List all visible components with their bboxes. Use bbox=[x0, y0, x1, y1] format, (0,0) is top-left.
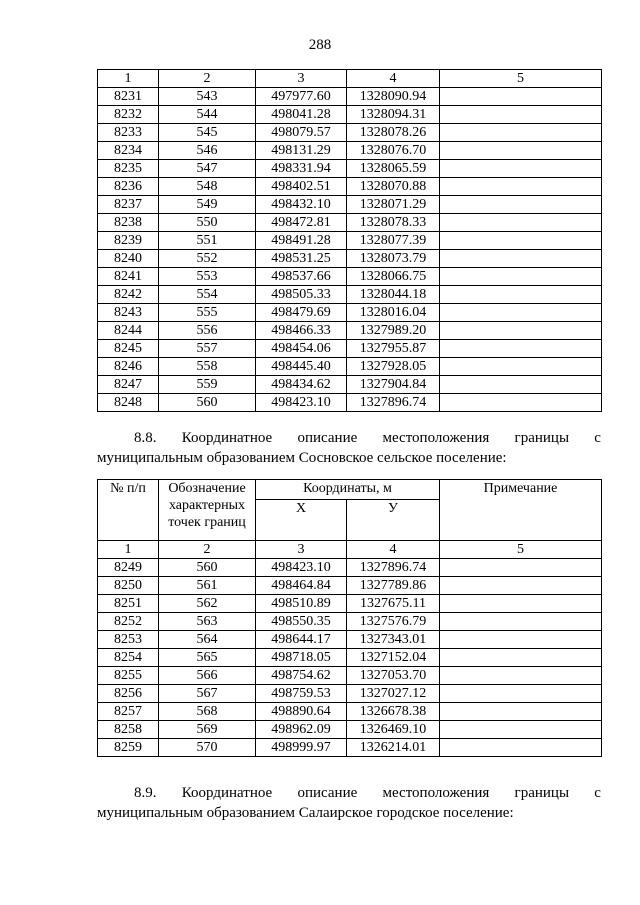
column-number: 3 bbox=[256, 541, 347, 559]
cell-point-number: 8232 bbox=[98, 106, 159, 124]
cell-y: 1328090.94 bbox=[347, 88, 440, 106]
cell-y: 1327576.79 bbox=[347, 613, 440, 631]
cell-boundary-point: 558 bbox=[159, 358, 256, 376]
cell-y: 1327152.04 bbox=[347, 649, 440, 667]
table-row bbox=[98, 685, 602, 703]
cell-note bbox=[440, 739, 602, 757]
cell-y: 1328076.70 bbox=[347, 142, 440, 160]
column-number: 1 bbox=[98, 541, 159, 559]
cell-note bbox=[440, 232, 602, 250]
heading-word: границы bbox=[514, 430, 570, 446]
table-row bbox=[98, 559, 602, 577]
cell-x: 498466.33 bbox=[256, 322, 347, 340]
coordinates-table-continued bbox=[97, 69, 602, 412]
cell-boundary-point: 563 bbox=[159, 613, 256, 631]
cell-x: 498402.51 bbox=[256, 178, 347, 196]
cell-boundary-point: 546 bbox=[159, 142, 256, 160]
cell-boundary-point: 549 bbox=[159, 196, 256, 214]
cell-x: 498423.10 bbox=[256, 559, 347, 577]
cell-boundary-point: 561 bbox=[159, 577, 256, 595]
cell-note bbox=[440, 124, 602, 142]
cell-boundary-point: 567 bbox=[159, 685, 256, 703]
cell-point-number: 8258 bbox=[98, 721, 159, 739]
cell-boundary-point: 560 bbox=[159, 394, 256, 412]
cell-y: 1328071.29 bbox=[347, 196, 440, 214]
cell-note bbox=[440, 667, 602, 685]
section-8-9-heading bbox=[97, 783, 601, 823]
cell-point-number: 8237 bbox=[98, 196, 159, 214]
table-row bbox=[98, 232, 602, 250]
section-heading-line bbox=[97, 428, 601, 448]
header-row bbox=[98, 480, 602, 500]
table-row bbox=[98, 160, 602, 178]
heading-word: описание bbox=[297, 785, 358, 801]
table-row bbox=[98, 286, 602, 304]
cell-point-number: 8244 bbox=[98, 322, 159, 340]
cell-y: 1327955.87 bbox=[347, 340, 440, 358]
cell-x: 498644.17 bbox=[256, 631, 347, 649]
table-row bbox=[98, 340, 602, 358]
column-number: 2 bbox=[159, 541, 256, 559]
table-row bbox=[98, 577, 602, 595]
column-number: 4 bbox=[347, 541, 440, 559]
cell-note bbox=[440, 613, 602, 631]
cell-point-number: 8259 bbox=[98, 739, 159, 757]
table-body bbox=[98, 88, 602, 412]
cell-boundary-point: 548 bbox=[159, 178, 256, 196]
heading-word: местоположения bbox=[382, 430, 490, 446]
cell-y: 1327027.12 bbox=[347, 685, 440, 703]
heading-word: Координатное bbox=[181, 430, 273, 446]
table-row bbox=[98, 376, 602, 394]
heading-word: границы bbox=[514, 785, 570, 801]
table-row bbox=[98, 595, 602, 613]
column-number: 1 bbox=[98, 70, 159, 88]
table-row bbox=[98, 196, 602, 214]
cell-note bbox=[440, 178, 602, 196]
cell-note bbox=[440, 106, 602, 124]
cell-point-number: 8231 bbox=[98, 88, 159, 106]
cell-note bbox=[440, 322, 602, 340]
cell-boundary-point: 562 bbox=[159, 595, 256, 613]
cell-note bbox=[440, 376, 602, 394]
cell-point-number: 8250 bbox=[98, 577, 159, 595]
column-number: 2 bbox=[159, 70, 256, 88]
table-row bbox=[98, 613, 602, 631]
cell-y: 1327904.84 bbox=[347, 376, 440, 394]
cell-point-number: 8234 bbox=[98, 142, 159, 160]
cell-x: 498445.40 bbox=[256, 358, 347, 376]
section-heading-line: муниципальным образованием Сосновское сельское поселение: bbox=[97, 450, 507, 466]
cell-point-number: 8252 bbox=[98, 613, 159, 631]
cell-x: 498537.66 bbox=[256, 268, 347, 286]
cell-x: 498331.94 bbox=[256, 160, 347, 178]
cell-note bbox=[440, 577, 602, 595]
cell-note bbox=[440, 88, 602, 106]
cell-y: 1327896.74 bbox=[347, 394, 440, 412]
cell-x: 498434.62 bbox=[256, 376, 347, 394]
cell-point-number: 8241 bbox=[98, 268, 159, 286]
cell-note bbox=[440, 685, 602, 703]
heading-word: с bbox=[594, 430, 601, 446]
cell-point-number: 8246 bbox=[98, 358, 159, 376]
cell-boundary-point: 545 bbox=[159, 124, 256, 142]
cell-x: 498479.69 bbox=[256, 304, 347, 322]
heading-word: описание bbox=[297, 430, 358, 446]
cell-note bbox=[440, 631, 602, 649]
cell-x: 498550.35 bbox=[256, 613, 347, 631]
cell-x: 498491.28 bbox=[256, 232, 347, 250]
cell-boundary-point: 557 bbox=[159, 340, 256, 358]
cell-x: 498962.09 bbox=[256, 721, 347, 739]
cell-point-number: 8245 bbox=[98, 340, 159, 358]
cell-x: 498505.33 bbox=[256, 286, 347, 304]
column-number: 4 bbox=[347, 70, 440, 88]
table-row bbox=[98, 142, 602, 160]
heading-word: 8.9. bbox=[134, 785, 157, 801]
header-note: Примечание bbox=[440, 480, 602, 541]
section-8-8-heading bbox=[97, 428, 601, 468]
cell-point-number: 8256 bbox=[98, 685, 159, 703]
cell-note bbox=[440, 595, 602, 613]
cell-boundary-point: 568 bbox=[159, 703, 256, 721]
cell-boundary-point: 553 bbox=[159, 268, 256, 286]
cell-y: 1328094.31 bbox=[347, 106, 440, 124]
cell-y: 1328066.75 bbox=[347, 268, 440, 286]
cell-note bbox=[440, 250, 602, 268]
cell-x: 498464.84 bbox=[256, 577, 347, 595]
cell-point-number: 8239 bbox=[98, 232, 159, 250]
cell-point-number: 8254 bbox=[98, 649, 159, 667]
cell-boundary-point: 547 bbox=[159, 160, 256, 178]
cell-y: 1328073.79 bbox=[347, 250, 440, 268]
cell-y: 1326214.01 bbox=[347, 739, 440, 757]
table-row bbox=[98, 667, 602, 685]
cell-point-number: 8235 bbox=[98, 160, 159, 178]
cell-note bbox=[440, 142, 602, 160]
heading-word: Координатное bbox=[181, 785, 273, 801]
cell-note bbox=[440, 214, 602, 232]
cell-point-number: 8238 bbox=[98, 214, 159, 232]
cell-note bbox=[440, 559, 602, 577]
cell-boundary-point: 565 bbox=[159, 649, 256, 667]
column-number-row bbox=[98, 70, 602, 88]
cell-note bbox=[440, 394, 602, 412]
cell-y: 1328077.39 bbox=[347, 232, 440, 250]
cell-y: 1326678.38 bbox=[347, 703, 440, 721]
cell-x: 498759.53 bbox=[256, 685, 347, 703]
heading-word: с bbox=[594, 785, 601, 801]
cell-x: 498510.89 bbox=[256, 595, 347, 613]
cell-x: 498754.62 bbox=[256, 667, 347, 685]
cell-y: 1328070.88 bbox=[347, 178, 440, 196]
cell-y: 1327896.74 bbox=[347, 559, 440, 577]
cell-x: 498999.97 bbox=[256, 739, 347, 757]
table-row bbox=[98, 739, 602, 757]
header-designation: Обозначение характерных точек границ bbox=[159, 480, 256, 541]
cell-point-number: 8240 bbox=[98, 250, 159, 268]
cell-boundary-point: 552 bbox=[159, 250, 256, 268]
table-row bbox=[98, 304, 602, 322]
cell-x: 498454.06 bbox=[256, 340, 347, 358]
table-row bbox=[98, 214, 602, 232]
table-row bbox=[98, 124, 602, 142]
cell-boundary-point: 559 bbox=[159, 376, 256, 394]
cell-x: 498890.64 bbox=[256, 703, 347, 721]
table-row bbox=[98, 88, 602, 106]
cell-point-number: 8247 bbox=[98, 376, 159, 394]
cell-x: 498131.29 bbox=[256, 142, 347, 160]
cell-y: 1328016.04 bbox=[347, 304, 440, 322]
table-row bbox=[98, 649, 602, 667]
cell-y: 1327789.86 bbox=[347, 577, 440, 595]
cell-boundary-point: 569 bbox=[159, 721, 256, 739]
section-heading-line: муниципальным образованием Салаирское городское поселение: bbox=[97, 805, 514, 821]
table-row bbox=[98, 268, 602, 286]
cell-y: 1327053.70 bbox=[347, 667, 440, 685]
cell-point-number: 8257 bbox=[98, 703, 159, 721]
cell-y: 1327928.05 bbox=[347, 358, 440, 376]
cell-boundary-point: 554 bbox=[159, 286, 256, 304]
cell-boundary-point: 566 bbox=[159, 667, 256, 685]
cell-boundary-point: 543 bbox=[159, 88, 256, 106]
cell-point-number: 8249 bbox=[98, 559, 159, 577]
page-number: 288 bbox=[308, 37, 332, 53]
cell-point-number: 8243 bbox=[98, 304, 159, 322]
table-row bbox=[98, 631, 602, 649]
cell-x: 498718.05 bbox=[256, 649, 347, 667]
cell-point-number: 8233 bbox=[98, 124, 159, 142]
cell-x: 498472.81 bbox=[256, 214, 347, 232]
table-body bbox=[98, 559, 602, 757]
cell-point-number: 8253 bbox=[98, 631, 159, 649]
table-row bbox=[98, 703, 602, 721]
cell-y: 1328078.33 bbox=[347, 214, 440, 232]
cell-boundary-point: 570 bbox=[159, 739, 256, 757]
cell-y: 1326469.10 bbox=[347, 721, 440, 739]
cell-y: 1327989.20 bbox=[347, 322, 440, 340]
cell-boundary-point: 550 bbox=[159, 214, 256, 232]
heading-word: местоположения bbox=[382, 785, 490, 801]
cell-boundary-point: 555 bbox=[159, 304, 256, 322]
table-row bbox=[98, 106, 602, 124]
column-number: 5 bbox=[440, 70, 602, 88]
cell-boundary-point: 564 bbox=[159, 631, 256, 649]
cell-note bbox=[440, 703, 602, 721]
cell-x: 498079.57 bbox=[256, 124, 347, 142]
cell-y: 1328065.59 bbox=[347, 160, 440, 178]
cell-boundary-point: 551 bbox=[159, 232, 256, 250]
cell-point-number: 8248 bbox=[98, 394, 159, 412]
column-number-row bbox=[98, 541, 602, 559]
cell-note bbox=[440, 286, 602, 304]
cell-x: 498531.25 bbox=[256, 250, 347, 268]
cell-x: 497977.60 bbox=[256, 88, 347, 106]
cell-note bbox=[440, 160, 602, 178]
cell-x: 498041.28 bbox=[256, 106, 347, 124]
cell-note bbox=[440, 304, 602, 322]
cell-note bbox=[440, 340, 602, 358]
heading-word: 8.8. bbox=[134, 430, 157, 446]
column-number: 3 bbox=[256, 70, 347, 88]
cell-boundary-point: 544 bbox=[159, 106, 256, 124]
cell-y: 1327675.11 bbox=[347, 595, 440, 613]
cell-point-number: 8251 bbox=[98, 595, 159, 613]
header-num: № п/п bbox=[98, 480, 159, 541]
table-row bbox=[98, 178, 602, 196]
cell-boundary-point: 556 bbox=[159, 322, 256, 340]
table-row bbox=[98, 358, 602, 376]
cell-point-number: 8236 bbox=[98, 178, 159, 196]
cell-note bbox=[440, 649, 602, 667]
table-row bbox=[98, 250, 602, 268]
header-y: У bbox=[347, 500, 440, 541]
cell-x: 498432.10 bbox=[256, 196, 347, 214]
header-x: X bbox=[256, 500, 347, 541]
cell-x: 498423.10 bbox=[256, 394, 347, 412]
header-coordinates: Координаты, м bbox=[256, 480, 440, 500]
cell-point-number: 8255 bbox=[98, 667, 159, 685]
cell-point-number: 8242 bbox=[98, 286, 159, 304]
section-heading-line bbox=[97, 783, 601, 803]
coordinates-table-sosnovskoe bbox=[97, 479, 602, 757]
cell-y: 1327343.01 bbox=[347, 631, 440, 649]
cell-note bbox=[440, 196, 602, 214]
table-row bbox=[98, 394, 602, 412]
cell-boundary-point: 560 bbox=[159, 559, 256, 577]
table-row bbox=[98, 721, 602, 739]
table-row bbox=[98, 322, 602, 340]
cell-y: 1328078.26 bbox=[347, 124, 440, 142]
cell-y: 1328044.18 bbox=[347, 286, 440, 304]
cell-note bbox=[440, 721, 602, 739]
cell-note bbox=[440, 268, 602, 286]
column-number: 5 bbox=[440, 541, 602, 559]
cell-note bbox=[440, 358, 602, 376]
